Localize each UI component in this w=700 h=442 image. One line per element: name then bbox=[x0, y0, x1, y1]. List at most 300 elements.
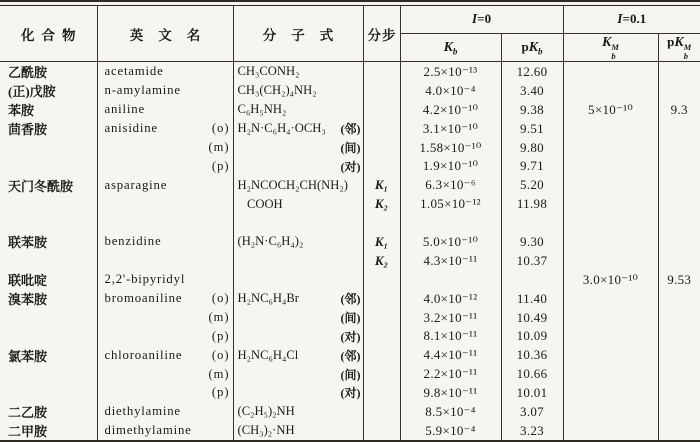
compound-name-cell bbox=[0, 365, 97, 384]
english-name-cell bbox=[97, 157, 233, 176]
english-name-cell bbox=[97, 232, 233, 251]
kbm-value-cell bbox=[563, 138, 658, 157]
pkb-value-cell bbox=[501, 81, 563, 100]
molecular-formula-cell bbox=[233, 327, 363, 346]
table-row bbox=[0, 157, 700, 176]
molecular-formula: H₂NC₆H₄Cl bbox=[237, 347, 299, 362]
molecular-formula-cell bbox=[233, 346, 363, 365]
header-kbm bbox=[563, 33, 658, 62]
molecular-formula: H₂NCOCH₂CH(NH₂) bbox=[237, 177, 348, 192]
kbm-value-cell bbox=[563, 251, 658, 270]
molecular-formula-cell bbox=[233, 308, 363, 327]
pkb-value: 9.80 bbox=[520, 139, 544, 155]
kb-value: 8.1×10⁻¹¹ bbox=[423, 328, 478, 344]
compound-name: 乙酰胺 bbox=[8, 65, 48, 81]
pkb-value: 10.09 bbox=[516, 328, 548, 344]
kbm-value: 5×10⁻¹⁰ bbox=[588, 101, 633, 117]
step-cell bbox=[363, 251, 400, 270]
kb-value: 4.0×10⁻⁴ bbox=[425, 82, 476, 98]
pkbm-value-cell bbox=[658, 100, 700, 119]
molecular-formula-cell bbox=[233, 138, 363, 157]
step-cell bbox=[363, 81, 400, 100]
equals-0.1: =0.1 bbox=[622, 11, 647, 27]
kb-value: 1.58×10⁻¹⁰ bbox=[419, 139, 482, 155]
K-symbol: K bbox=[674, 34, 684, 50]
kbm-value-cell bbox=[563, 421, 658, 441]
pkbm-value-cell bbox=[658, 195, 700, 214]
english-name-cell bbox=[97, 289, 233, 308]
compound-name-cell bbox=[0, 81, 97, 100]
kbm-value-cell bbox=[563, 81, 658, 100]
kb-value: 5.9×10⁻⁴ bbox=[425, 422, 476, 438]
kb-value-cell bbox=[400, 176, 501, 195]
pkbm-value-cell bbox=[658, 176, 700, 195]
kbm-value-cell bbox=[563, 62, 658, 82]
kb-value-cell bbox=[400, 346, 501, 365]
molecular-formula-cell bbox=[233, 62, 363, 82]
compound-name-cell bbox=[0, 327, 97, 346]
english-name-cell bbox=[97, 62, 233, 82]
sup-M-sub-b bbox=[684, 43, 692, 62]
pkbm-value-cell bbox=[658, 251, 700, 270]
english-name: benzidine bbox=[104, 234, 162, 249]
header-step bbox=[363, 6, 400, 62]
header-ionic-strength-0.1 bbox=[563, 6, 700, 33]
kb-value-cell bbox=[400, 308, 501, 327]
table-row bbox=[0, 176, 700, 195]
pkb-value: 10.49 bbox=[516, 309, 548, 325]
header-pkb bbox=[501, 33, 563, 62]
kb-value-cell bbox=[400, 289, 501, 308]
pkbm-value-cell bbox=[658, 232, 700, 251]
kbm-value-cell bbox=[563, 365, 658, 384]
english-name: chloroaniline bbox=[104, 347, 183, 362]
compound-name: 联吡啶 bbox=[8, 273, 48, 289]
table-row bbox=[0, 62, 700, 82]
compound-name-cell bbox=[0, 421, 97, 441]
compound-name: 二甲胺 bbox=[8, 424, 48, 440]
step-cell bbox=[363, 176, 400, 195]
kb-value-cell bbox=[400, 251, 501, 270]
compound-name-cell bbox=[0, 62, 97, 82]
table-row bbox=[0, 214, 700, 233]
isomer-marker: (p) bbox=[211, 158, 230, 173]
italic-I: I bbox=[617, 11, 623, 27]
kb-value: 2.5×10⁻¹³ bbox=[423, 63, 478, 79]
kbm-value-cell bbox=[563, 100, 658, 119]
molecular-formula: CH₃CONH₂ bbox=[237, 64, 300, 79]
pkb-value-cell bbox=[501, 327, 563, 346]
kb-value-cell bbox=[400, 195, 501, 214]
pkb-value-cell bbox=[501, 251, 563, 270]
isomer-marker: (o) bbox=[211, 121, 230, 136]
step-cell bbox=[363, 157, 400, 176]
header-english-label: 英文名 bbox=[129, 27, 216, 43]
kb-value: 1.9×10⁻¹⁰ bbox=[422, 158, 479, 174]
compound-name-cell bbox=[0, 232, 97, 251]
pkbm-value: 9.3 bbox=[670, 101, 688, 117]
kb-value: 9.8×10⁻¹¹ bbox=[423, 384, 478, 400]
english-name-cell bbox=[97, 214, 233, 233]
kb-value-cell bbox=[400, 157, 501, 176]
kbm-value-cell bbox=[563, 157, 658, 176]
kb-value-cell bbox=[400, 232, 501, 251]
pkb-value-cell bbox=[501, 308, 563, 327]
compound-name: 苯胺 bbox=[8, 103, 35, 119]
dissociation-step: K₂ bbox=[374, 252, 389, 268]
K-symbol: K bbox=[528, 39, 539, 55]
english-name-cell bbox=[97, 195, 233, 214]
header-formula-label: 分子式 bbox=[262, 27, 349, 43]
kb-value: 4.2×10⁻¹⁰ bbox=[422, 101, 479, 117]
step-cell bbox=[363, 214, 400, 233]
molecular-formula-cell bbox=[233, 232, 363, 251]
compound-name-cell bbox=[0, 251, 97, 270]
english-name-cell bbox=[97, 119, 233, 138]
superscript-M: M bbox=[683, 41, 692, 52]
kb-value-cell bbox=[400, 384, 501, 403]
english-name: n-amylamine bbox=[104, 83, 181, 98]
compound-name-cell bbox=[0, 176, 97, 195]
dissociation-step: K₁ bbox=[374, 177, 389, 193]
kbm-value-cell bbox=[563, 346, 658, 365]
kbm-value-cell bbox=[563, 289, 658, 308]
english-name: dimethylamine bbox=[104, 423, 192, 438]
pkb-value: 3.23 bbox=[520, 422, 544, 438]
molecular-formula: C₆H₅NH₂ bbox=[237, 102, 287, 117]
step-cell bbox=[363, 100, 400, 119]
pkb-value: 10.66 bbox=[516, 366, 548, 382]
pkb-value-cell bbox=[501, 138, 563, 157]
pkb-value-cell bbox=[501, 214, 563, 233]
pkb-value: 3.40 bbox=[520, 82, 544, 98]
pkb-value-cell bbox=[501, 232, 563, 251]
molecular-formula-cell bbox=[233, 214, 363, 233]
compound-name-cell bbox=[0, 157, 97, 176]
pkb-value: 11.98 bbox=[516, 196, 548, 212]
isomer-marker: (m) bbox=[208, 140, 230, 155]
kb-value: 6.3×10⁻⁶ bbox=[425, 177, 476, 193]
table-row bbox=[0, 421, 700, 441]
pkb-value-cell bbox=[501, 270, 563, 289]
position-label-cn: (对) bbox=[340, 386, 361, 401]
pkbm-value-cell bbox=[658, 214, 700, 233]
table-row bbox=[0, 119, 700, 138]
kbm-value-cell bbox=[563, 327, 658, 346]
step-cell bbox=[363, 289, 400, 308]
english-name: asparagine bbox=[104, 177, 168, 192]
compound-name-cell bbox=[0, 100, 97, 119]
table-row bbox=[0, 232, 700, 251]
table-row bbox=[0, 346, 700, 365]
position-label-cn: (对) bbox=[340, 329, 361, 344]
molecular-formula-cell bbox=[233, 251, 363, 270]
pkbm-value-cell bbox=[658, 402, 700, 421]
molecular-formula: (C₂H₅)₂NH bbox=[237, 404, 295, 419]
pkb-value-cell bbox=[501, 157, 563, 176]
molecular-formula: COOH bbox=[237, 196, 283, 211]
header-row-1 bbox=[0, 6, 700, 33]
english-name-cell bbox=[97, 346, 233, 365]
kbm-value-cell bbox=[563, 214, 658, 233]
step-cell bbox=[363, 402, 400, 421]
step-cell bbox=[363, 62, 400, 82]
kb-value-cell bbox=[400, 402, 501, 421]
step-cell bbox=[363, 119, 400, 138]
position-label-cn: (邻) bbox=[340, 122, 361, 137]
molecular-formula-cell bbox=[233, 119, 363, 138]
molecular-formula-cell bbox=[233, 421, 363, 441]
table-row bbox=[0, 81, 700, 100]
position-label-cn: (间) bbox=[340, 367, 361, 382]
pkbm-value-cell bbox=[658, 81, 700, 100]
compound-name-cell bbox=[0, 308, 97, 327]
pkb-value: 9.51 bbox=[520, 120, 544, 136]
pkb-value-cell bbox=[501, 365, 563, 384]
table-row bbox=[0, 365, 700, 384]
pkbm-value-cell bbox=[658, 62, 700, 82]
header-english-name bbox=[97, 6, 233, 62]
step-cell bbox=[363, 421, 400, 441]
english-name: acetamide bbox=[104, 64, 164, 79]
english-name: bromoaniline bbox=[104, 291, 183, 306]
step-cell bbox=[363, 365, 400, 384]
compound-name-cell bbox=[0, 119, 97, 138]
step-cell bbox=[363, 270, 400, 289]
compound-name: 茴香胺 bbox=[8, 122, 48, 138]
pkb-value-cell bbox=[501, 421, 563, 441]
compound-name-cell bbox=[0, 214, 97, 233]
dissociation-step: K₁ bbox=[374, 233, 389, 249]
table-row bbox=[0, 251, 700, 270]
table-row bbox=[0, 270, 700, 289]
table-row bbox=[0, 100, 700, 119]
position-label-cn: (邻) bbox=[340, 348, 361, 363]
position-label-cn: (邻) bbox=[340, 292, 361, 307]
kbm-value-cell bbox=[563, 176, 658, 195]
pkb-value-cell bbox=[501, 402, 563, 421]
kb-value: 5.0×10⁻¹⁰ bbox=[422, 233, 479, 249]
subscript-b: b bbox=[452, 46, 458, 57]
kb-value: 1.05×10⁻¹² bbox=[420, 196, 481, 212]
english-name-cell bbox=[97, 270, 233, 289]
table-row bbox=[0, 138, 700, 157]
step-cell bbox=[363, 232, 400, 251]
header-pkbm bbox=[658, 33, 700, 62]
p-prefix: p bbox=[667, 33, 675, 49]
kb-value-cell bbox=[400, 327, 501, 346]
pkbm-value-cell bbox=[658, 384, 700, 403]
kb-value: 4.0×10⁻¹² bbox=[423, 290, 478, 306]
pkb-value-cell bbox=[501, 176, 563, 195]
kbm-value-cell bbox=[563, 402, 658, 421]
english-name-cell bbox=[97, 138, 233, 157]
molecular-formula-cell bbox=[233, 195, 363, 214]
compound-name: 联苯胺 bbox=[8, 235, 48, 251]
molecular-formula-cell bbox=[233, 384, 363, 403]
english-name-cell bbox=[97, 100, 233, 119]
pkb-value-cell bbox=[501, 100, 563, 119]
step-cell bbox=[363, 195, 400, 214]
kb-value-cell bbox=[400, 270, 501, 289]
english-name-cell bbox=[97, 308, 233, 327]
K-symbol: K bbox=[443, 39, 453, 55]
molecular-formula-cell bbox=[233, 176, 363, 195]
compound-name-cell bbox=[0, 346, 97, 365]
molecular-formula-cell bbox=[233, 365, 363, 384]
equals-zero: =0 bbox=[477, 11, 492, 27]
compound-name-cell bbox=[0, 289, 97, 308]
isomer-marker: (m) bbox=[208, 366, 230, 381]
compound-name-cell bbox=[0, 384, 97, 403]
pkb-value: 12.60 bbox=[516, 63, 548, 79]
english-name-cell bbox=[97, 327, 233, 346]
subscript-b: b bbox=[683, 50, 688, 61]
molecular-formula: H₂N·C₆H₄·OCH₃ bbox=[237, 121, 326, 136]
pkb-value-cell bbox=[501, 384, 563, 403]
kb-value: 3.1×10⁻¹⁰ bbox=[422, 120, 479, 136]
table-row bbox=[0, 402, 700, 421]
superscript-M: M bbox=[611, 41, 619, 52]
english-name: 2,2'-bipyridyl bbox=[104, 272, 186, 287]
pkbm-value-cell bbox=[658, 308, 700, 327]
kb-value: 4.3×10⁻¹¹ bbox=[423, 252, 478, 268]
pkb-value-cell bbox=[501, 289, 563, 308]
position-label-cn: (间) bbox=[340, 311, 361, 326]
kb-value: 3.2×10⁻¹¹ bbox=[423, 309, 478, 325]
kbm-value-cell bbox=[563, 195, 658, 214]
table-row bbox=[0, 289, 700, 308]
kb-value-cell bbox=[400, 365, 501, 384]
isomer-marker: (p) bbox=[211, 328, 230, 343]
molecular-formula: CH₃(CH₂)₄NH₂ bbox=[237, 83, 317, 98]
kb-value: 2.2×10⁻¹¹ bbox=[423, 366, 478, 382]
compound-name: 天门冬酰胺 bbox=[8, 178, 74, 194]
molecular-formula: H₂NC₆H₄Br bbox=[237, 291, 299, 306]
english-name-cell bbox=[97, 176, 233, 195]
pkb-value-cell bbox=[501, 62, 563, 82]
table-row bbox=[0, 308, 700, 327]
compound-name: 二乙胺 bbox=[8, 405, 48, 421]
pkbm-value-cell bbox=[658, 289, 700, 308]
english-name-cell bbox=[97, 421, 233, 441]
italic-I: I bbox=[471, 11, 478, 27]
dissociation-step: K₂ bbox=[374, 196, 389, 212]
molecular-formula-cell bbox=[233, 81, 363, 100]
pkb-value: 10.36 bbox=[516, 347, 548, 363]
table-header bbox=[0, 6, 700, 62]
kb-value-cell bbox=[400, 138, 501, 157]
isomer-marker: (p) bbox=[211, 385, 230, 400]
header-compound bbox=[0, 6, 97, 62]
subscript-b: b bbox=[611, 50, 616, 61]
kb-value: 8.5×10⁻⁴ bbox=[425, 403, 476, 419]
pkbm-value-cell bbox=[658, 327, 700, 346]
kbm-value-cell bbox=[563, 119, 658, 138]
kbm-value-cell bbox=[563, 384, 658, 403]
p-prefix: p bbox=[521, 38, 529, 54]
step-cell bbox=[363, 308, 400, 327]
compound-name: 氯苯胺 bbox=[8, 348, 48, 364]
english-name-cell bbox=[97, 81, 233, 100]
position-label-cn: (对) bbox=[340, 159, 361, 174]
step-cell bbox=[363, 138, 400, 157]
compound-name-cell bbox=[0, 138, 97, 157]
basicity-constants-table bbox=[0, 6, 700, 442]
kbm-value-cell bbox=[563, 308, 658, 327]
english-name-cell bbox=[97, 365, 233, 384]
pkbm-value-cell bbox=[658, 138, 700, 157]
pkbm-value-cell bbox=[658, 119, 700, 138]
kb-value-cell bbox=[400, 81, 501, 100]
compound-name: 溴苯胺 bbox=[8, 292, 48, 308]
molecular-formula: (H₂N·C₆H₄)₂ bbox=[237, 234, 304, 249]
kb-value: 4.4×10⁻¹¹ bbox=[423, 347, 478, 363]
english-name: aniline bbox=[104, 102, 145, 117]
pkb-value: 3.07 bbox=[520, 403, 544, 419]
header-ionic-strength-zero bbox=[400, 6, 563, 33]
english-name: anisidine bbox=[104, 121, 158, 136]
isomer-marker: (m) bbox=[208, 310, 230, 325]
kb-value-cell bbox=[400, 100, 501, 119]
molecular-formula-cell bbox=[233, 157, 363, 176]
table-row bbox=[0, 327, 700, 346]
kbm-value: 3.0×10⁻¹⁰ bbox=[582, 271, 639, 287]
kbm-value-cell bbox=[563, 232, 658, 251]
step-cell bbox=[363, 384, 400, 403]
pkbm-value: 9.53 bbox=[667, 271, 692, 287]
pkbm-value-cell bbox=[658, 157, 700, 176]
compound-name-cell bbox=[0, 270, 97, 289]
header-step-label: 分步 bbox=[367, 27, 397, 43]
compound-name-cell bbox=[0, 402, 97, 421]
molecular-formula-cell bbox=[233, 402, 363, 421]
step-cell bbox=[363, 346, 400, 365]
english-name-cell bbox=[97, 402, 233, 421]
pkb-value: 10.01 bbox=[516, 384, 548, 400]
pkbm-value-cell bbox=[658, 270, 700, 289]
kb-value-cell bbox=[400, 214, 501, 233]
pkb-value: 5.20 bbox=[520, 177, 544, 193]
molecular-formula: (CH₃)₂·NH bbox=[237, 423, 295, 438]
K-symbol: K bbox=[602, 34, 612, 50]
english-name-cell bbox=[97, 251, 233, 270]
pkb-value: 9.38 bbox=[520, 101, 544, 117]
subscript-b: b bbox=[538, 46, 543, 57]
table-body bbox=[0, 62, 700, 442]
position-label-cn: (间) bbox=[340, 141, 361, 156]
kb-value-cell bbox=[400, 421, 501, 441]
english-name-cell bbox=[97, 384, 233, 403]
compound-name-cell bbox=[0, 195, 97, 214]
isomer-marker: (o) bbox=[211, 347, 230, 362]
molecular-formula-cell bbox=[233, 100, 363, 119]
pkb-value: 9.30 bbox=[520, 233, 544, 249]
table-row bbox=[0, 195, 700, 214]
isomer-marker: (o) bbox=[211, 291, 230, 306]
pkbm-value-cell bbox=[658, 346, 700, 365]
kb-value-cell bbox=[400, 62, 501, 82]
molecular-formula-cell bbox=[233, 270, 363, 289]
pkbm-value-cell bbox=[658, 365, 700, 384]
header-kb bbox=[400, 33, 501, 62]
pkb-value: 11.40 bbox=[516, 290, 548, 306]
step-cell bbox=[363, 327, 400, 346]
pkb-value-cell bbox=[501, 195, 563, 214]
pkb-value: 9.71 bbox=[520, 158, 544, 174]
header-compound-label: 化合物 bbox=[21, 27, 83, 43]
pkb-value-cell bbox=[501, 346, 563, 365]
